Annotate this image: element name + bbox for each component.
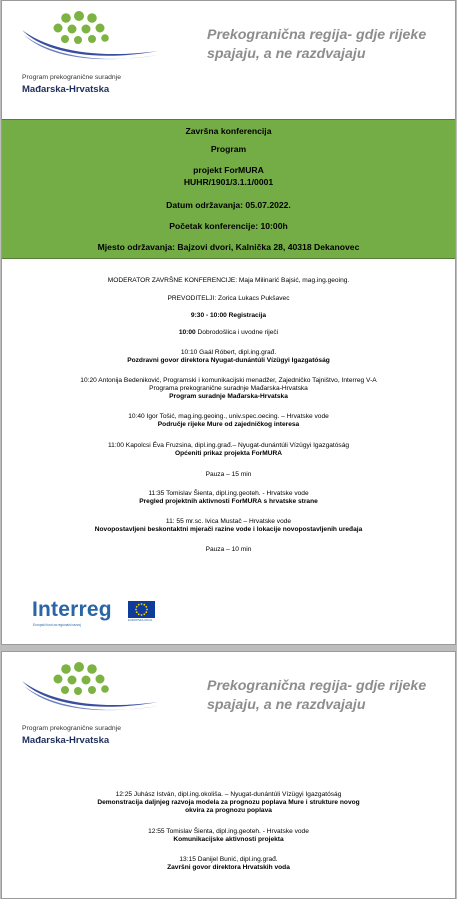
agenda-speaker: 13:15 Danijel Bunić, dipl.ing.građ. xyxy=(179,856,278,863)
program-subtitle: Program xyxy=(210,144,247,154)
agenda-topic: Pregled projektnih aktivnosti ForMURA s hrvatske strane xyxy=(139,498,318,506)
agenda-speaker: 11:00 Kapolcsi Éva Fruzsina, dipl.ing.građ.– Nyugat-dunántúli Vízügyi Igazgatóság xyxy=(107,442,350,449)
logo-country-text: Mađarska-Hrvatska xyxy=(22,735,110,746)
slogan-line-1: Prekogranična regija- gdje rijeke xyxy=(207,27,427,43)
slogan-line-1: Prekogranična regija- gdje rijeke xyxy=(207,678,427,694)
agenda-speaker: 12:25 Juhász István, dipl.ing.okoliša. – Nyugat-dunántúli Vízügyi Igazgatóság xyxy=(115,791,342,798)
agenda-item-1020 xyxy=(2,377,455,402)
logo-program-text: Program prekogranične suradnje xyxy=(22,725,121,732)
agenda-speaker-affiliation: Programa prekogranične suradnje Mađarska-Hrvatska xyxy=(149,385,308,393)
conference-header-box xyxy=(2,119,455,259)
agenda-topic: Program suradnje Mađarska-Hrvatska xyxy=(169,393,288,401)
agenda-item-welcome xyxy=(2,329,455,337)
program-logo-icon xyxy=(20,9,160,71)
registration-text: 9:30 - 10:00 Registracija xyxy=(190,312,267,319)
agenda-item-1155 xyxy=(2,518,455,534)
agenda-item-1135 xyxy=(2,490,455,506)
agenda-speaker: 11:35 Tomislav Šienta, dipl.ing.geoteh. - Hrvatske vode xyxy=(148,490,309,497)
agenda-speaker: 10:10 Gaál Róbert, dipl.ing.građ. xyxy=(180,349,277,356)
slogan xyxy=(207,26,452,64)
agenda-item-registration xyxy=(2,312,455,320)
moderator-line: MODERATOR ZAVRŠNE KONFERENCIJE: Maja Milinarić Bajsić, mag.ing.geoing. xyxy=(107,277,350,284)
slogan-line-2: spajaju, a ne razdvajaju xyxy=(207,697,366,713)
agenda-speaker: 10:40 Igor Tošić, mag.ing.geoing., univ.spec.oecing. – Hrvatske vode xyxy=(128,413,329,420)
welcome-text: Dobrodošlica i uvodne riječi xyxy=(197,329,279,336)
logo-program-text: Program prekogranične suradnje xyxy=(22,74,121,81)
page-header xyxy=(2,1,455,119)
slogan-line-2: spajaju, a ne razdvajaju xyxy=(207,46,366,62)
agenda-topic: Završni govor direktora Hrvatskih voda xyxy=(167,864,290,872)
agenda-topic: Pozdravni govor direktora Nyugat-dunántúli Vízügyi Igazgatóság xyxy=(127,357,330,365)
agenda-item-1255 xyxy=(2,828,455,844)
agenda-topic: Demonstracija daljnjeg razvoja modela za prognozu poplava Mure i strukture novog xyxy=(97,799,360,807)
project-code: HUHR/1901/3.1.1/0001 xyxy=(183,177,274,187)
project-name: projekt ForMURA xyxy=(193,165,264,175)
pause-10: Pauza – 10 min xyxy=(205,546,252,553)
conference-title: Završna konferencija xyxy=(185,126,272,136)
agenda-item-1100 xyxy=(2,442,455,458)
program-logo-icon xyxy=(20,660,160,722)
interreg-subtitle: Europski fond za regionalni razvoj xyxy=(33,623,81,627)
conference-start: Početak konferencije: 10:00h xyxy=(169,221,288,231)
pause-15: Pauza – 15 min xyxy=(205,471,252,478)
interreg-wordmark: Interreg xyxy=(32,598,112,621)
agenda-item-1010 xyxy=(2,349,455,365)
welcome-time: 10:00 xyxy=(178,329,196,336)
conference-venue: Mjesto održavanja: Bajzovi dvori, Kalnička 28, 40318 Dekanovec xyxy=(97,242,360,252)
agenda-topic-cont: okvira za prognozu poplava xyxy=(185,807,272,815)
agenda-item-1040 xyxy=(2,413,455,429)
translators-line: PREVODITELJI: Zorica Lukacs Pukšavec xyxy=(167,295,290,302)
agenda-item-1225 xyxy=(2,791,455,816)
logo-country-text: Mađarska-Hrvatska xyxy=(22,84,110,95)
conference-date: Datum održavanja: 05.07.2022. xyxy=(166,200,291,210)
document-page-2 xyxy=(1,651,456,899)
document-page-1 xyxy=(1,0,456,645)
agenda-speaker: 10:20 Antonija Bedeniković, Programski i komunikacijski menadžer, Zajedničko Tajništvo, Interreg V-A xyxy=(80,377,377,384)
agenda-speaker: 11: 55 mr.sc. Ivica Mustač – Hrvatske vode xyxy=(165,518,292,525)
agenda-speaker: 12:55 Tomislav Šienta, dipl.ing.geoteh. - Hrvatske vode xyxy=(148,828,309,835)
agenda-topic: Općeniti prikaz projekta ForMURA xyxy=(175,450,282,458)
eu-flag-icon xyxy=(128,601,155,618)
agenda-topic: Novopostavljeni beskontaktni mjerači razine vode i lokacije novopostavljenih uređaja xyxy=(94,526,363,534)
agenda-item-1315 xyxy=(2,856,455,872)
agenda-topic: Područje rijeke Mure od zajedničkog interesa xyxy=(157,421,300,429)
interreg-logo xyxy=(32,598,153,627)
eu-subtitle: EUROPSKA UNIJA xyxy=(128,618,153,622)
agenda-topic: Komunikacijske aktivnosti projekta xyxy=(173,836,284,844)
slogan xyxy=(207,677,452,715)
page-header xyxy=(2,652,455,770)
